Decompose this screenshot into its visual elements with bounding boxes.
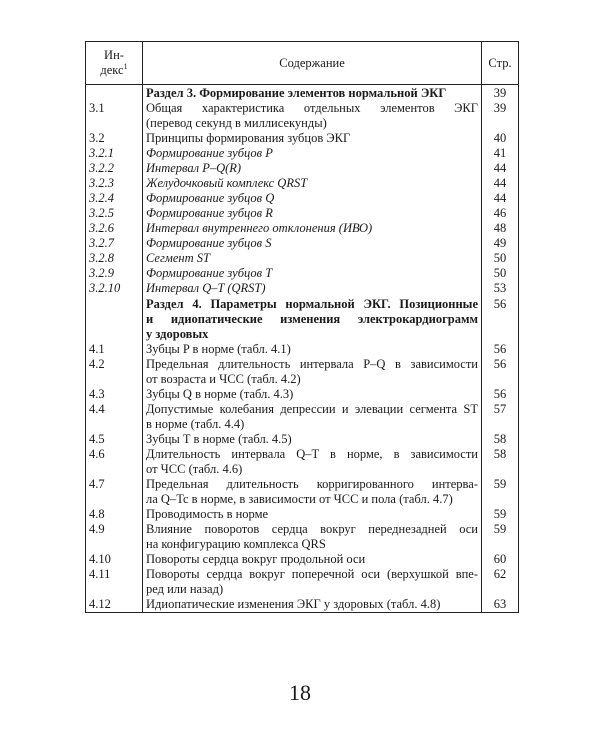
- toc-row-title: [143, 552, 482, 567]
- toc-row-title-line: Желудочковый комплекс QRST: [146, 176, 308, 190]
- toc-row-index: 4.10: [86, 552, 143, 567]
- toc-table: [85, 41, 519, 613]
- toc-row: [86, 597, 519, 613]
- toc-row-title: [143, 477, 482, 507]
- toc-row-index: 3.2.1: [86, 146, 143, 161]
- toc-row: [86, 146, 519, 161]
- toc-row-index: 4.12: [86, 597, 143, 613]
- toc-row-page: 62: [482, 567, 519, 597]
- toc-row-page: 44: [482, 191, 519, 206]
- toc-row-page: 60: [482, 552, 519, 567]
- toc-row-title-line: Предельная длительность корригированного интерва-: [146, 477, 478, 491]
- toc-row: [86, 251, 519, 266]
- toc-row: [86, 266, 519, 281]
- toc-row-title-line: от ЧСС (табл. 4.6): [146, 462, 243, 476]
- toc-row-title: [143, 131, 482, 146]
- toc-row-page: 41: [482, 146, 519, 161]
- toc-row-title: [143, 191, 482, 206]
- toc-row-title-line: у здоровых: [146, 327, 209, 341]
- toc-row: [86, 342, 519, 357]
- toc-row-title-line: Повороты сердца вокруг продольной оси: [146, 552, 366, 566]
- toc-row-title-line: Зубцы T в норме (табл. 4.5): [146, 432, 292, 446]
- toc-row-title: [143, 342, 482, 357]
- toc-row-title-line: Интервал Q–T (QRST): [146, 281, 266, 295]
- toc-row-title: [143, 432, 482, 447]
- toc-row-title-line: на конфигурацию комплекса QRS: [146, 537, 326, 551]
- toc-row-title: [143, 266, 482, 281]
- toc-row-index: [86, 296, 143, 342]
- toc-row-title: [143, 447, 482, 477]
- toc-row-page: 56: [482, 296, 519, 342]
- toc-row-title-line: Влияние поворотов сердца вокруг переднезадней оси: [146, 522, 478, 536]
- toc-row-index: 4.1: [86, 342, 143, 357]
- toc-row-index: 3.2.3: [86, 176, 143, 191]
- toc-row-title-line: от возраста и ЧСС (табл. 4.2): [146, 372, 301, 386]
- toc-row-page: 48: [482, 221, 519, 236]
- toc-row-page: 46: [482, 206, 519, 221]
- toc-row-title: [143, 146, 482, 161]
- toc-row: [86, 567, 519, 597]
- toc-row-title: [143, 236, 482, 251]
- toc-row-index: 3.2.4: [86, 191, 143, 206]
- toc-row-title-line: Раздел 4. Параметры нормальной ЭКГ. Позиционные: [146, 297, 478, 311]
- toc-row-title: [143, 251, 482, 266]
- toc-row-page: 58: [482, 432, 519, 447]
- toc-row-index: 4.4: [86, 402, 143, 432]
- toc-row: [86, 281, 519, 296]
- toc-row-title-line: Формирование зубцов T: [146, 266, 273, 280]
- toc-row-title: [143, 597, 482, 613]
- toc-row-title-line: Проводимость в норме: [146, 507, 269, 521]
- toc-row-title-line: Сегмент ST: [146, 251, 210, 265]
- toc-row-title: [143, 101, 482, 131]
- toc-row: [86, 131, 519, 146]
- toc-row-page: 56: [482, 342, 519, 357]
- header-index-line1: Ин-: [104, 48, 124, 62]
- toc-row: [86, 387, 519, 402]
- toc-row-title: [143, 85, 482, 102]
- toc-row: [86, 477, 519, 507]
- toc-row-title-line: Длительность интервала Q–T в норме, в зависимости: [146, 447, 478, 461]
- toc-row-index: 3.2.7: [86, 236, 143, 251]
- toc-row: [86, 507, 519, 522]
- toc-header-row: [86, 42, 519, 85]
- toc-row-index: 3.2.2: [86, 161, 143, 176]
- toc-row-title-line: Зубцы Q в норме (табл. 4.3): [146, 387, 294, 401]
- toc-row: [86, 206, 519, 221]
- toc-row-page: 50: [482, 251, 519, 266]
- toc-row-title-line: ла Q–Tc в норме, в зависимости от ЧСС и пола (табл. 4.7): [146, 492, 453, 506]
- toc-row-title-line: Формирование зубцов S: [146, 236, 272, 250]
- toc-row-page: 39: [482, 101, 519, 131]
- toc-row-title-line: Формирование зубцов P: [146, 146, 273, 160]
- toc-row-index: 3.2.9: [86, 266, 143, 281]
- toc-row-title-line: Общая характеристика отдельных элементов ЭКГ: [146, 101, 478, 115]
- toc-row-page: 56: [482, 357, 519, 387]
- toc-row-title-line: Допустимые колебания депрессии и элевации сегмента ST: [146, 402, 478, 416]
- toc-row: [86, 522, 519, 552]
- toc-row-title: [143, 281, 482, 296]
- toc-row-page: 44: [482, 161, 519, 176]
- header-page: Стр.: [482, 42, 519, 85]
- toc-row-title: [143, 387, 482, 402]
- toc-row: [86, 432, 519, 447]
- toc-row: [86, 296, 519, 342]
- toc-row: [86, 236, 519, 251]
- toc-row-index: 4.9: [86, 522, 143, 552]
- toc-row-page: 57: [482, 402, 519, 432]
- toc-row-title: [143, 176, 482, 191]
- toc-row-title: [143, 402, 482, 432]
- toc-row-title-line: Зубцы P в норме (табл. 4.1): [146, 342, 291, 356]
- toc-row-page: 56: [482, 387, 519, 402]
- toc-row: [86, 161, 519, 176]
- toc-row-title: [143, 357, 482, 387]
- toc-row-title-line: Предельная длительность интервала P–Q в зависимости: [146, 357, 478, 371]
- toc-row-title-line: Формирование зубцов R: [146, 206, 273, 220]
- toc-row-page: 59: [482, 507, 519, 522]
- toc-row: [86, 402, 519, 432]
- toc-row-title: [143, 296, 482, 342]
- toc-row: [86, 85, 519, 102]
- toc-row-page: 50: [482, 266, 519, 281]
- toc-row-page: 59: [482, 477, 519, 507]
- toc-row: [86, 447, 519, 477]
- toc-row-title: [143, 206, 482, 221]
- toc-row-index: 4.8: [86, 507, 143, 522]
- toc-row-index: 4.11: [86, 567, 143, 597]
- toc-body: [86, 85, 519, 613]
- toc-row: [86, 221, 519, 236]
- toc-row: [86, 101, 519, 131]
- toc-row-title: [143, 507, 482, 522]
- toc-row-index: 4.5: [86, 432, 143, 447]
- toc-row-index: [86, 85, 143, 102]
- toc-row-index: 3.2.6: [86, 221, 143, 236]
- header-content: Содержание: [143, 42, 482, 85]
- toc-row-title: [143, 161, 482, 176]
- toc-row-title-line: и идиопатические изменения электрокардиограмм: [146, 312, 478, 326]
- toc-row-page: 44: [482, 176, 519, 191]
- toc-row-index: 3.1: [86, 101, 143, 131]
- toc-row-title-line: Раздел 3. Формирование элементов нормальной ЭКГ: [146, 86, 447, 100]
- toc-row-index: 3.2.8: [86, 251, 143, 266]
- toc-row: [86, 176, 519, 191]
- toc-row-index: 3.2.5: [86, 206, 143, 221]
- toc-row: [86, 552, 519, 567]
- header-index-line2: декс: [100, 63, 124, 77]
- toc-row-index: 4.6: [86, 447, 143, 477]
- header-index-footnote: 1: [123, 61, 128, 71]
- toc-row-title-line: в норме (табл. 4.4): [146, 417, 245, 431]
- toc-row-page: 59: [482, 522, 519, 552]
- toc-row-title-line: Интервал внутреннего отклонения (ИВО): [146, 221, 373, 235]
- toc-row-title: [143, 522, 482, 552]
- toc-row-index: 4.7: [86, 477, 143, 507]
- toc-row-title: [143, 567, 482, 597]
- toc-row-index: 4.3: [86, 387, 143, 402]
- toc-row-title-line: Интервал P–Q(R): [146, 161, 242, 175]
- toc-row-page: 53: [482, 281, 519, 296]
- toc-row-title-line: Формирование зубцов Q: [146, 191, 275, 205]
- toc-row-index: 3.2: [86, 131, 143, 146]
- toc-row-title-line: ред или назад): [146, 582, 224, 596]
- toc-row-page: 40: [482, 131, 519, 146]
- toc-row-title-line: Идиопатические изменения ЭКГ у здоровых (табл. 4.8): [146, 597, 441, 611]
- toc-row-page: 39: [482, 85, 519, 102]
- toc-row-title-line: Принципы формирования зубцов ЭКГ: [146, 131, 351, 145]
- toc-row-title: [143, 221, 482, 236]
- toc-row-index: 3.2.10: [86, 281, 143, 296]
- toc-row-title-line: (перевод секунд в миллисекунды): [146, 116, 327, 130]
- toc-row-page: 49: [482, 236, 519, 251]
- toc-row-page: 63: [482, 597, 519, 613]
- toc-row: [86, 357, 519, 387]
- toc-row-title-line: Повороты сердца вокруг поперечной оси (верхушкой впе-: [146, 567, 478, 581]
- toc-row-page: 58: [482, 447, 519, 477]
- toc-row-index: 4.2: [86, 357, 143, 387]
- header-index: [86, 42, 143, 85]
- toc-row: [86, 191, 519, 206]
- page-number: 18: [289, 680, 311, 705]
